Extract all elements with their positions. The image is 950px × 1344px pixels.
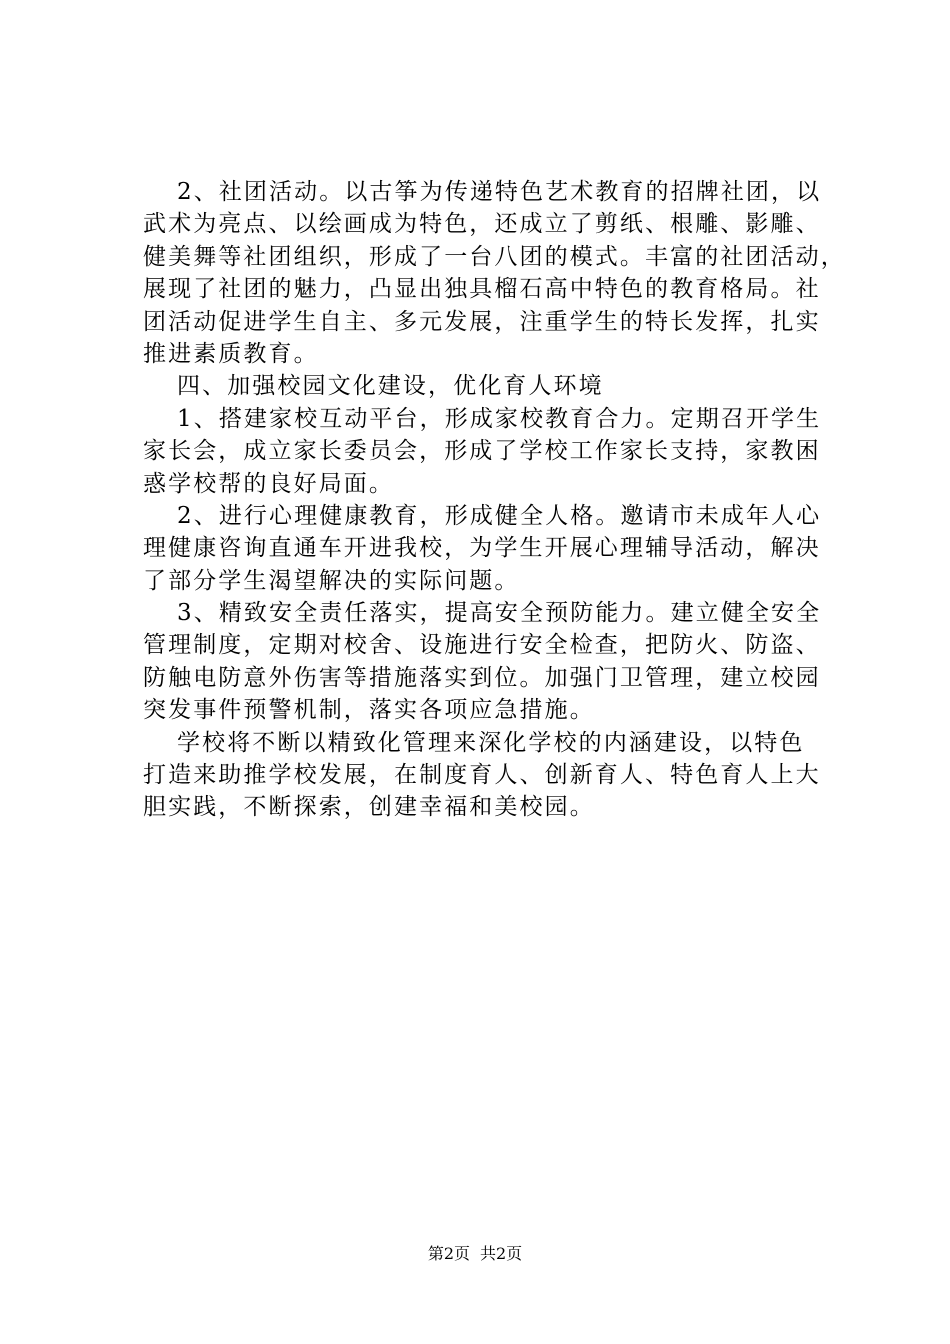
text-line: 惑学校帮的良好局面。 <box>143 470 394 497</box>
text-line: 推进素质教育。 <box>143 340 319 367</box>
page-footer <box>0 1244 950 1264</box>
text-line: 家长会，成立家长委员会，形成了学校工作家长支持，家教困 <box>143 438 821 465</box>
text-line: 团活动促进学生自主、多元发展，注重学生的特长发挥，扎实 <box>143 308 821 335</box>
text-line: 展现了社团的魅力，凸显出独具榴石高中特色的教育格局。社 <box>143 276 821 303</box>
text-line: 2、社团活动。以古筝为传递特色艺术教育的招牌社团，以 <box>177 179 822 205</box>
text-line: 学校将不断以精致化管理来深化学校的内涵建设，以特色 <box>177 729 805 756</box>
text-line: 管理制度，定期对校舍、设施进行安全检查，把防火、防盗、 <box>143 632 821 659</box>
text-line: 突发事件预警机制，落实各项应急措施。 <box>143 697 595 724</box>
text-line: 1、搭建家校互动平台，形成家校教育合力。定期召开学生 <box>177 405 822 432</box>
page-number-current: 第2页 <box>427 1244 470 1263</box>
section-heading: 四、加强校园文化建设，优化育人环境 <box>177 373 604 400</box>
page-number-total: 共2页 <box>480 1244 523 1263</box>
text-line: 2、进行心理健康教育，形成健全人格。邀请市未成年人心 <box>177 502 822 529</box>
text-line: 胆实践，不断探索，创建幸福和美校园。 <box>143 794 595 821</box>
text-line: 防触电防意外伤害等措施落实到位。加强门卫管理，建立校园 <box>143 664 821 691</box>
text-line: 打造来助推学校发展，在制度育人、创新育人、特色育人上大 <box>143 762 821 789</box>
text-line: 健美舞等社团组织，形成了一台八团的模式。丰富的社团活动， <box>143 243 846 270</box>
text-line: 武术为亮点、以绘画成为特色，还成立了剪纸、根雕、影雕、 <box>143 211 821 238</box>
text-line: 3、精致安全责任落实，提高安全预防能力。建立健全安全 <box>177 600 822 627</box>
text-line: 了部分学生渴望解决的实际问题。 <box>143 567 520 594</box>
document-body <box>143 176 846 824</box>
text-line: 理健康咨询直通车开进我校，为学生开展心理辅导活动，解决 <box>143 535 821 562</box>
